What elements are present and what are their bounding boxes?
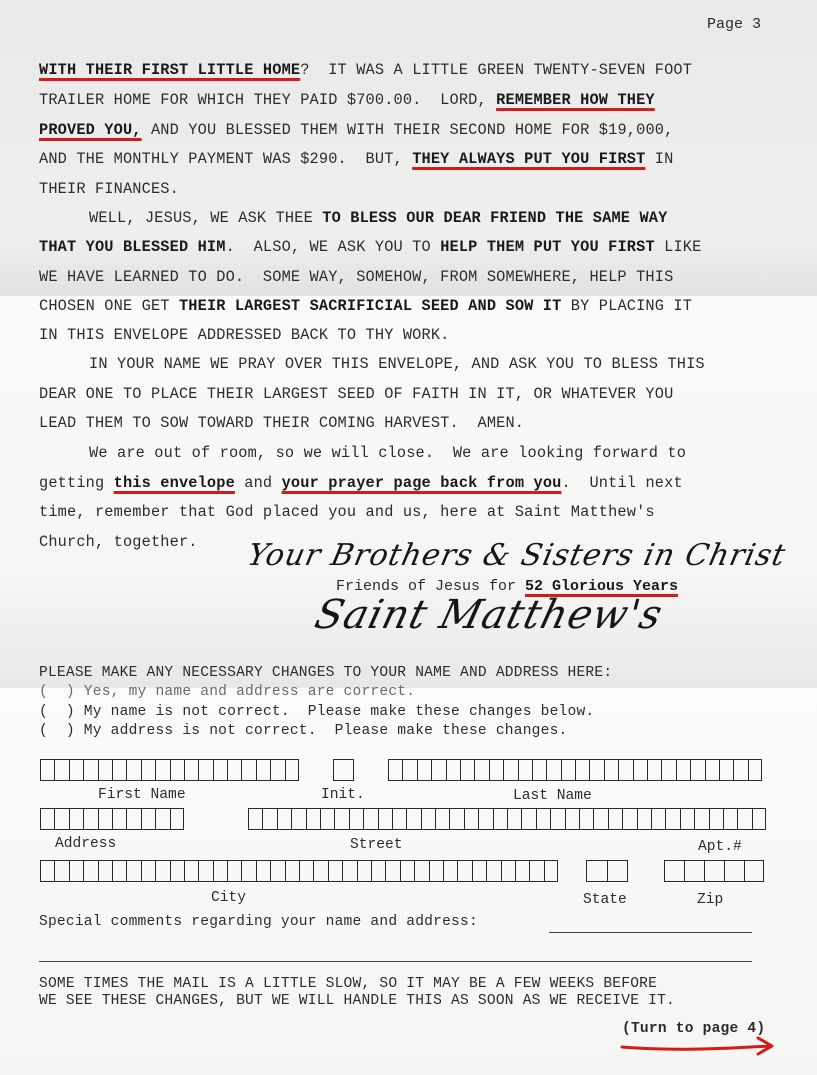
notice-line-2: WE SEE THESE CHANGES, BUT WE WILL HANDLE THIS AS SOON AS WE RECEIVE IT. [39,993,675,1009]
letter-line-4: AND THE MONTHLY PAYMENT WAS $290. BUT, THEY ALWAYS PUT YOU FIRST IN [39,150,674,168]
address-label: Address [55,836,117,852]
friends-of-jesus-line: Friends of Jesus for 52 Glorious Years [336,578,679,595]
letter-line-15: getting this envelope and your prayer page back from you. Until next [39,474,683,492]
first-name-boxes[interactable] [40,759,299,781]
address-number-boxes[interactable] [40,808,184,830]
letter-line-16: time, remember that God placed you and us, here at Saint Matthew's [39,503,655,521]
turn-page-note: (Turn to page 4) [622,1021,766,1037]
letter-line-11: IN YOUR NAME WE PRAY OVER THIS ENVELOPE, AND ASK YOU TO BLESS THIS [89,355,705,373]
city-label: City [211,890,247,906]
letter-line-5: THEIR FINANCES. [39,180,179,198]
letter-line-2: TRAILER HOME FOR WHICH THEY PAID $700.00. LORD, REMEMBER HOW THEY [39,91,655,109]
red-arrow-icon [620,1035,780,1057]
option-name-incorrect[interactable]: ( ) My name is not correct. Please make these changes below. [39,704,595,720]
state-label: State [583,892,627,908]
form-heading: PLEASE MAKE ANY NECESSARY CHANGES TO YOUR NAME AND ADDRESS HERE: [39,665,613,681]
handwritten-closing: Your Brothers & Sisters in Christ [244,538,790,573]
page-number: Page 3 [707,16,762,33]
street-label: Street [350,837,403,853]
zip-label: Zip [697,892,724,908]
option-address-incorrect[interactable]: ( ) My address is not correct. Please make these changes. [39,723,568,739]
first-name-label: First Name [98,787,186,803]
letter-line-8: WE HAVE LEARNED TO DO. SOME WAY, SOMEHOW, FROM SOMEWHERE, HELP THIS [39,268,674,286]
city-boxes[interactable] [40,860,558,882]
zip-boxes[interactable] [664,860,764,882]
comments-line-1[interactable] [549,932,752,933]
letter-line-12: DEAR ONE TO PLACE THEIR LARGEST SEED OF FAITH IN IT, OR WHATEVER YOU [39,385,674,403]
letter-line-7: THAT YOU BLESSED HIM. ALSO, WE ASK YOU TO HELP THEM PUT YOU FIRST LIKE [39,238,702,256]
option-correct[interactable]: ( ) Yes, my name and address are correct. [39,684,416,700]
state-boxes[interactable] [586,860,628,882]
handwritten-signature: Saint Matthew's [310,592,668,638]
letter-line-10: IN THIS ENVELOPE ADDRESSED BACK TO THY WORK. [39,326,450,344]
letter-line-17: Church, together. [39,533,198,551]
letter-line-3: PROVED YOU, AND YOU BLESSED THEM WITH THEIR SECOND HOME FOR $19,000, [39,121,674,139]
last-name-boxes[interactable] [388,759,762,781]
initial-box[interactable] [333,759,354,781]
letter-line-14: We are out of room, so we will close. We are looking forward to [89,444,687,462]
comments-line-2[interactable] [39,961,752,962]
comments-label: Special comments regarding your name and address: [39,914,478,930]
street-boxes[interactable] [248,808,766,830]
letter-line-9: CHOSEN ONE GET THEIR LARGEST SACRIFICIAL SEED AND SOW IT BY PLACING IT [39,297,693,315]
letter-line-6: WELL, JESUS, WE ASK THEE TO BLESS OUR DEAR FRIEND THE SAME WAY [89,209,668,227]
letter-line-1: WITH THEIR FIRST LITTLE HOME? IT WAS A LITTLE GREEN TWENTY-SEVEN FOOT [39,61,693,79]
notice-line-1: SOME TIMES THE MAIL IS A LITTLE SLOW, SO IT MAY BE A FEW WEEKS BEFORE [39,976,658,992]
apt-label: Apt.# [698,839,742,855]
init-label: Init. [321,787,365,803]
letter-line-13: LEAD THEM TO SOW TOWARD THEIR COMING HARVEST. AMEN. [39,414,525,432]
last-name-label: Last Name [513,788,592,804]
